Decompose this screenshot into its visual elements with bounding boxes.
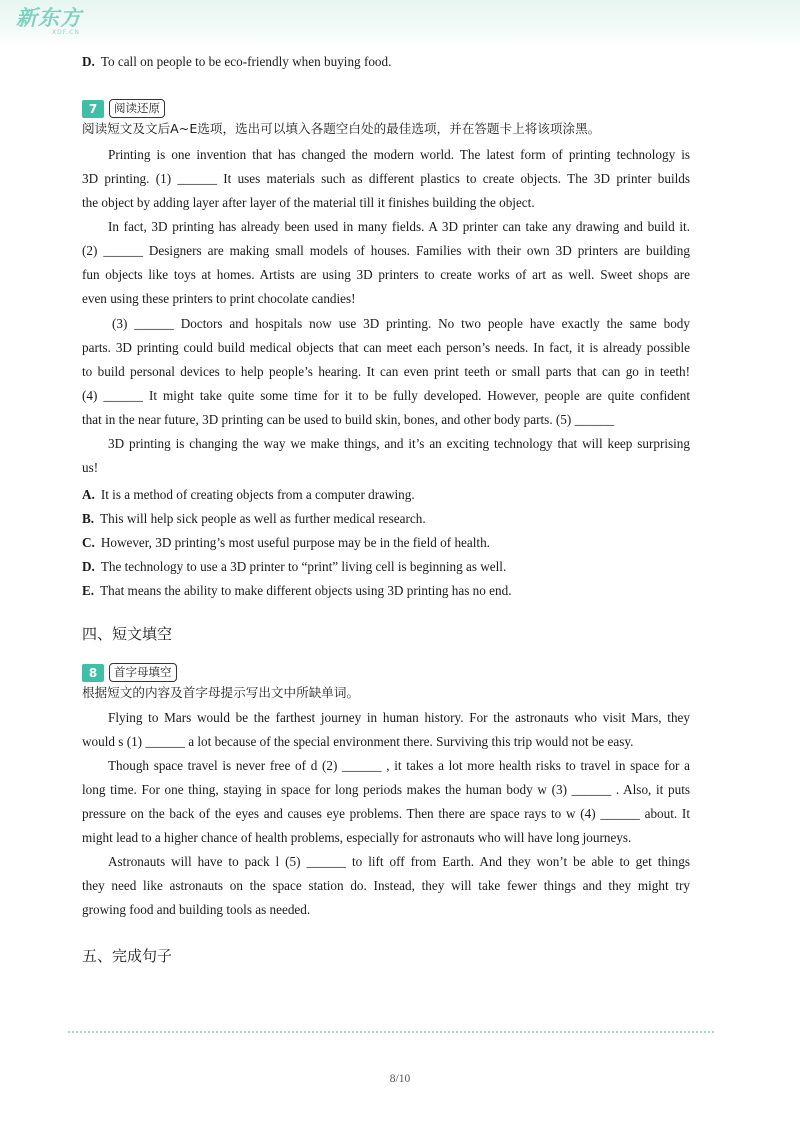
q8-line: Though space travel is never free of d (2) ______ , it takes a lot more health risks to travel in space for a [108, 758, 690, 773]
q7-option-c: C. However, 3D printing’s most useful purpose may be in the field of health. [82, 535, 490, 550]
q8-line: long time. For one thing, staying in space for long periods makes the human body w (3) ______ . Also, it puts [82, 782, 690, 797]
q7-line: to build personal devices to help people’s hearing. It can even print teeth or small parts that can go in teeth! [82, 364, 690, 379]
section-4-title: 四、短文填空 [82, 625, 173, 643]
q7-line: that in the near future, 3D printing can be used to build skin, bones, and other body parts. (5) ______ [82, 412, 615, 427]
q7-line: us! [82, 460, 99, 475]
q8-line: Astronauts will have to pack l (5) ______ to lift off from Earth. And they won’t be able to get things [108, 854, 690, 869]
q7-option-d: D. The technology to use a 3D printer to “print” living cell is beginning as well. [82, 559, 507, 574]
q7-line: (3) ______ Doctors and hospitals now use 3D printing. No two people have exactly the same body [112, 316, 690, 331]
xdf-logo [16, 6, 86, 40]
q7-tag [82, 99, 165, 118]
q8-line: Flying to Mars would be the farthest journey in human history. For the astronauts who visit Mars, they [108, 710, 690, 725]
q7-line: fun objects like toys at homes. Artists are using 3D printers to create works of art as well. Sweet shops are [82, 267, 690, 282]
q7-type-label: 阅读还原 [109, 99, 165, 118]
q7-option-e: E. That means the ability to make different objects using 3D printing has no end. [82, 583, 512, 598]
q8-line: growing food and building tools as needed. [82, 902, 311, 917]
q7-line: In fact, 3D printing has already been used in many fields. A 3D printer can take any drawing and build it. [108, 219, 690, 234]
q7-line: parts. 3D printing could build medical objects that can meet each person’s needs. In fact, it is already possible [82, 340, 690, 355]
q7-option-b: B. This will help sick people as well as further medical research. [82, 511, 426, 526]
q7-option-a: A. It is a method of creating objects from a computer drawing. [82, 487, 415, 502]
q7-line: 3D printing. (1) ______ It uses materials such as different plastics to create objects. The 3D printer builds [82, 171, 690, 186]
q8-number-badge: 8 [82, 664, 104, 682]
q7-instruction: 阅读短文及文后A~E选项，选出可以填入各题空白处的最佳选项，并在答题卡上将该项涂黑。 [82, 121, 601, 136]
q7-line: 3D printing is changing the way we make things, and it’s an exciting technology that will keep surprising [108, 436, 690, 451]
q7-line: (4) ______ It might take quite some time for it to be fully developed. However, people are quite confident [82, 388, 690, 403]
q8-type-label: 首字母填空 [109, 663, 177, 682]
q7-line: even using these printers to print chocolate candies! [82, 291, 356, 306]
page-number: 8/10 [389, 1073, 411, 1085]
q8-instruction: 根据短文的内容及首字母提示写出文中所缺单词。 [82, 685, 360, 700]
q8-tag [82, 663, 177, 682]
header-band [0, 0, 800, 46]
footer-divider [68, 1031, 714, 1033]
logo-text: 新东方 [16, 6, 82, 30]
q7-line: the object by adding layer after layer of the material till it finishes building the object. [82, 195, 535, 210]
q7-number-badge: 7 [82, 100, 104, 118]
section-5-title: 五、完成句子 [82, 947, 173, 965]
q7-line: (2) ______ Designers are making small models of houses. Families with their own 3D printers are building [82, 243, 690, 258]
q8-line: might lead to a higher chance of health problems, especially for astronauts who will have long journeys. [82, 830, 632, 845]
q7-line: Printing is one invention that has changed the modern world. The latest form of printing technology is [108, 147, 690, 162]
prev-option-d: D. To call on people to be eco-friendly when buying food. [82, 54, 392, 69]
q8-line: they need like astronauts on the space station do. Instead, they will take fewer things and they might try [82, 878, 690, 893]
q8-line: would s (1) ______ a lot because of the special environment there. Surviving this trip would not be easy. [82, 734, 634, 749]
logo-subtext: XDF.CN [52, 29, 80, 36]
q8-line: pressure on the back of the eyes and causes eye problems. Then there are space rays to w (4) ______ about. It [82, 806, 690, 821]
